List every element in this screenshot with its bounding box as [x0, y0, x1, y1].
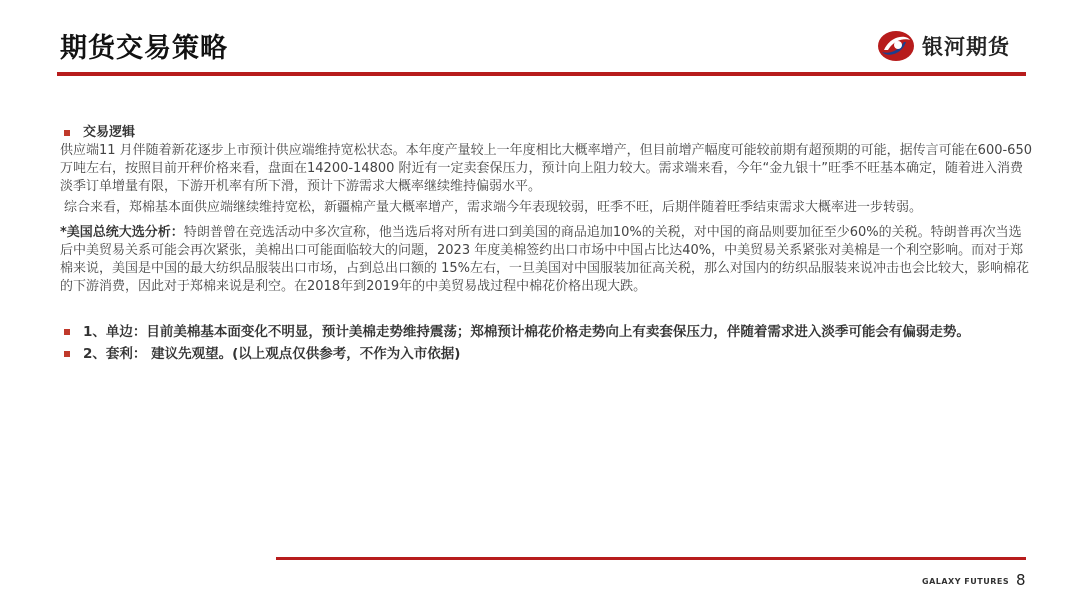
footer-brand: GALAXY FUTURES	[922, 577, 1010, 586]
supply-demand-paragraph: 供应端11 月伴随着新花逐步上市预计供应端维持宽松状态。本年度产量较上一年度相比大概率增产，但目前增产幅度可能较前期有超预期的可能，据传言可能在600-650万吨左右，按照目前开秤价格来看，盘面在14200-14800 附近有一定卖套保压力，预计向上阻力较大。需求端来看，今年“金九银十”旺季不旺基本确定，随着进入消费淡季订单增量有限，下游开机率有所下滑，预计下游需求大概率继续维持偏弱水平。	[60, 143, 1032, 194]
strategy-point-text: 1、单边：目前美棉基本面变化不明显，预计美棉走势维持震荡；郑棉预计棉花价格走势向上有卖套保压力，伴随着需求进入淡季可能会有偏弱走势。	[83, 324, 970, 340]
bullet-square-icon	[64, 329, 70, 335]
analysis-lead: *美国总统大选分析：	[60, 225, 184, 240]
page-number: 8	[1016, 571, 1026, 589]
election-analysis-paragraph	[60, 224, 1032, 296]
logo-text: 银河期货	[922, 35, 1010, 59]
strategy-point-text: 2、套利： 建议先观望。(以上观点仅供参考，不作为入市依据)	[83, 346, 461, 362]
bullet-square-icon	[64, 351, 70, 357]
footer-divider	[276, 557, 1026, 560]
summary-paragraph: 综合来看，郑棉基本面供应端继续维持宽松，新疆棉产量大概率增产，需求端今年表现较弱，旺季不旺，后期伴随着旺季结束需求大概率进一步转弱。	[64, 200, 923, 215]
header-divider	[57, 72, 1026, 76]
strategy-point-arbitrage	[60, 345, 1032, 363]
section-heading-text: 交易逻辑	[83, 125, 136, 140]
content-body	[60, 124, 1032, 367]
bullet-square-icon	[64, 130, 70, 136]
section-heading	[60, 124, 1032, 142]
analysis-text: 特朗普曾在竞选活动中多次宣称，他当选后将对所有进口到美国的商品追加10%的关税，对中国的商品则要加征至少60%的关税。特朗普再次当选后中美贸易关系可能会再次紧张，美棉出口可能面临较大的问题，2023 年度美棉签约出口市场中中国占比达40%，中美贸易关系紧张对美棉是一个利空影响。而对于郑棉来说，美国是中国的最大纺织品服装出口市场，占到总出口额的 15%左右，一旦美国对中国服装加征高关税，那么对国内的纺织品服装来说冲击也会比较大，影响棉花的下游消费，因此对于郑棉来说是利空。在2018年到2019年的中美贸易战过程中棉花价格出现大跌。	[60, 225, 1030, 294]
strategy-points	[60, 323, 1032, 363]
galaxy-logo-icon	[876, 28, 916, 64]
page-title: 期货交易策略	[60, 33, 228, 64]
company-logo	[876, 28, 1010, 64]
strategy-point-single	[60, 323, 1032, 341]
